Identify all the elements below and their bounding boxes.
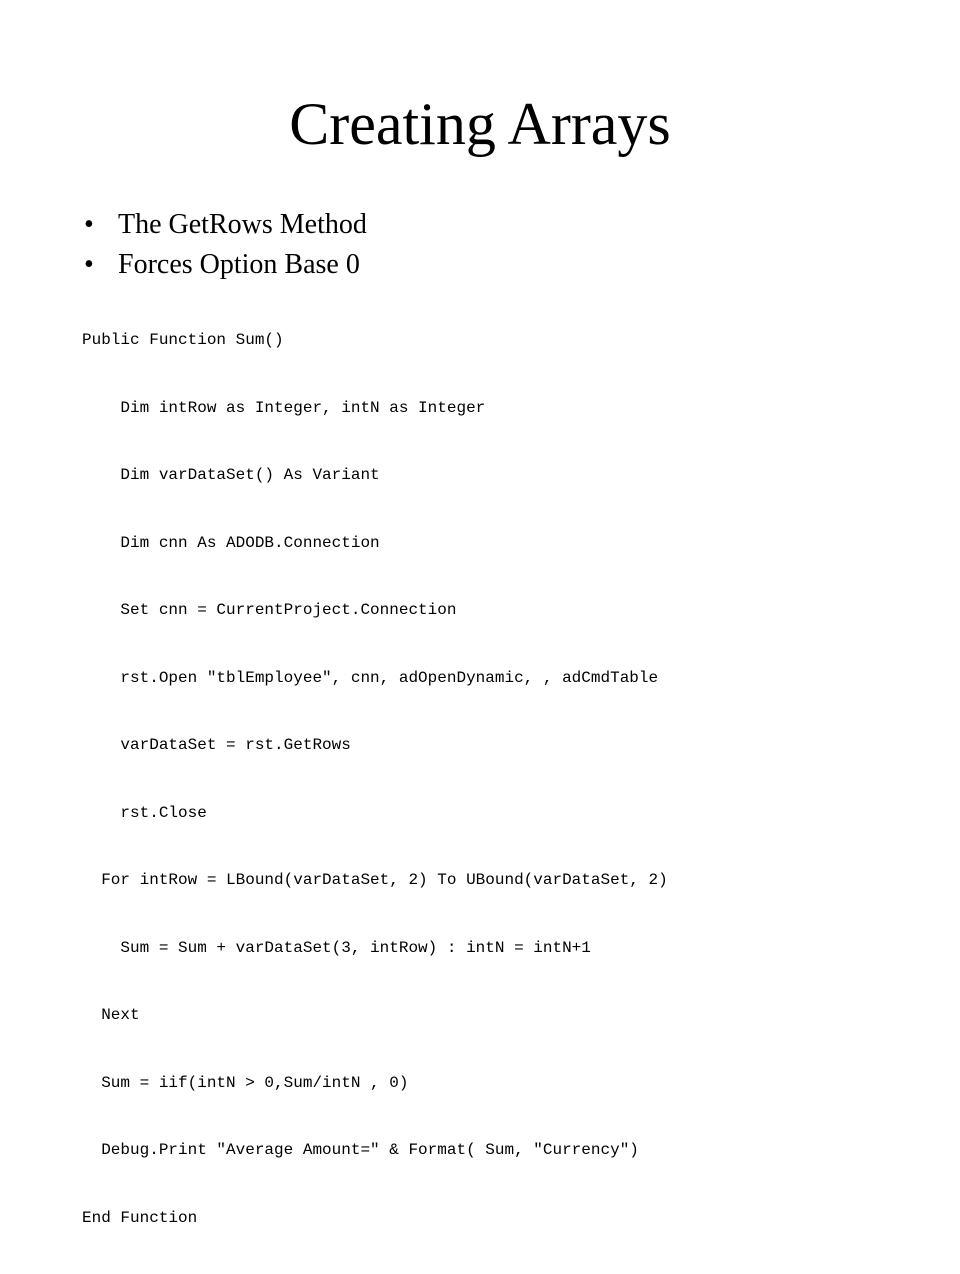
bullet-dot-icon: • — [84, 249, 94, 280]
bullet-text: Forces Option Base 0 — [118, 249, 360, 280]
code-line: Sum = iif(intN > 0,Sum/intN , 0) — [82, 1073, 409, 1092]
code-line: Dim cnn As ADODB.Connection — [82, 533, 380, 552]
code-line: End Function — [82, 1208, 198, 1227]
code-line: Set cnn = CurrentProject.Connection — [82, 601, 457, 619]
code-line: Next — [82, 1006, 140, 1024]
code-line: Sum = Sum + varDataSet(3, intRow) : intN = intN+1 — [82, 938, 591, 957]
code-line: varDataSet = rst.GetRows — [82, 736, 351, 754]
code-line: rst.Close — [82, 803, 207, 822]
code-block — [82, 284, 668, 1274]
code-line: rst.Open "tblEmployee", cnn, adOpenDynamic, , adCmdTable — [82, 668, 659, 687]
code-line: Public Function Sum() — [82, 331, 284, 349]
code-line: For intRow = LBound(varDataSet, 2) To UBound(varDataSet, 2) — [82, 871, 668, 889]
code-line: Dim intRow as Integer, intN as Integer — [82, 398, 486, 417]
code-line: Debug.Print "Average Amount=" & Format( Sum, "Currency") — [82, 1141, 639, 1159]
slide-title: Creating Arrays — [289, 91, 671, 157]
bullet-dot-icon: • — [84, 209, 94, 240]
code-line: Dim varDataSet() As Variant — [82, 466, 380, 484]
bullet-text: The GetRows Method — [118, 209, 367, 240]
